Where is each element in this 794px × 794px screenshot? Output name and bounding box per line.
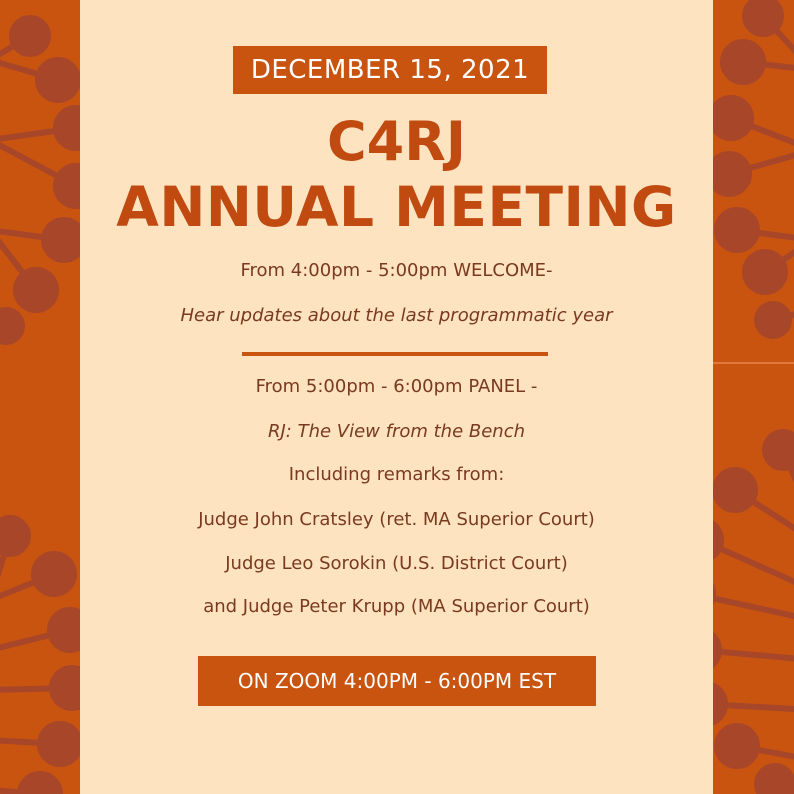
panel-time-line: From 5:00pm - 6:00pm PANEL - (255, 376, 538, 397)
right-dot-pattern (713, 0, 794, 794)
left-decorative-band (0, 0, 80, 794)
event-date-badge: DECEMBER 15, 2021 (233, 46, 547, 94)
panel-title: RJ: The View from the Bench (267, 421, 526, 442)
zoom-info-badge: ON ZOOM 4:00PM - 6:00PM EST (198, 656, 596, 706)
section-divider (242, 352, 548, 356)
left-dot-pattern (0, 0, 80, 794)
welcome-description: Hear updates about the last programmatic year (180, 305, 613, 326)
speaker-line: Judge Leo Sorokin (U.S. District Court) (225, 553, 568, 574)
speaker-line: Judge John Cratsley (ret. MA Superior Court) (198, 509, 595, 530)
right-decorative-band (713, 0, 794, 794)
event-title: ANNUAL MEETING (116, 175, 677, 239)
welcome-time-line: From 4:00pm - 5:00pm WELCOME- (240, 260, 553, 281)
organization-title: C4RJ (327, 110, 466, 173)
remarks-intro: Including remarks from: (288, 464, 505, 485)
speaker-line: and Judge Peter Krupp (MA Superior Court) (203, 596, 590, 617)
